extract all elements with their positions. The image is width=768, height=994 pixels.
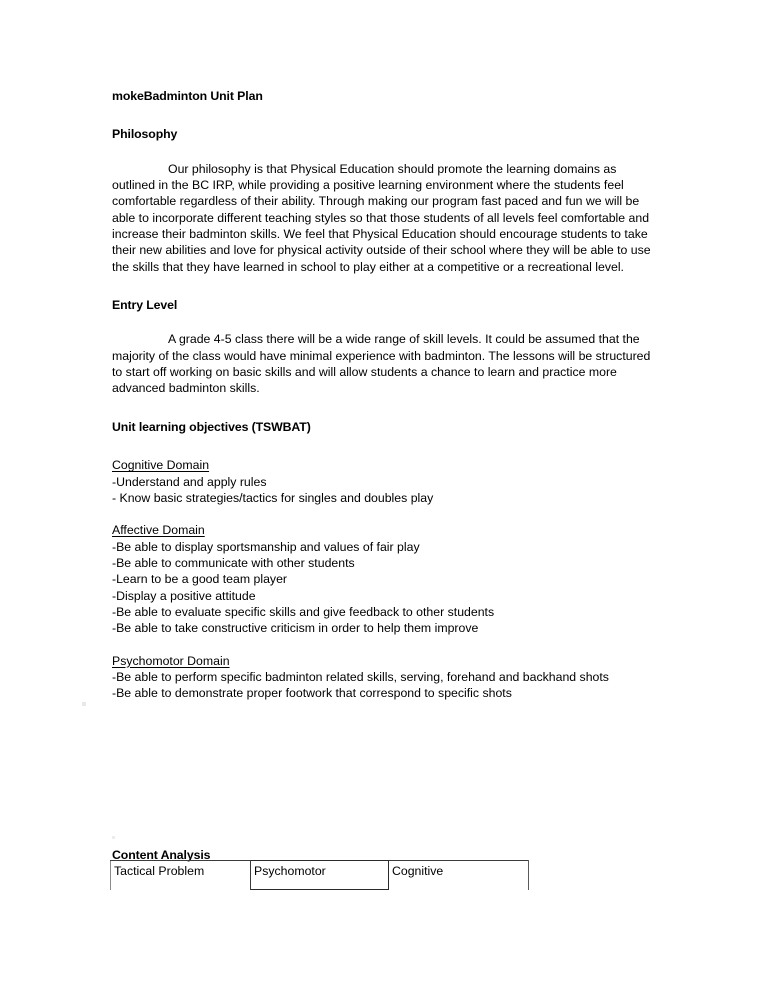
page-title: mokeBadminton Unit Plan [112, 89, 263, 103]
spacer [112, 637, 657, 653]
blank-region [112, 702, 657, 812]
philosophy-paragraph: Our philosophy is that Physical Education should promote the learning domains as outlined in the BC IRP, while providing a positive learning environment where the students feel comfortable regardless of their ability. Through making our program fast paced and fun we will be able to incorporate different teaching styles so that those students of all levels feel comfortable and increase their badminton skills. We feel that Physical Education should encourage students to take their new abilities and love for physical activity outside of their school where they will be able to use the skills that they have learned in school to play either at a competitive or a recreational level. [112, 161, 651, 274]
content-analysis-table-wrap [110, 860, 530, 890]
domain-title-affective: Affective Domain [112, 523, 205, 538]
domain-block-affective [112, 522, 657, 636]
domain-item: -Understand and apply rules [112, 474, 267, 489]
spacer [112, 812, 657, 847]
domain-block-psychomotor [112, 653, 657, 702]
domain-item: -Be able to communicate with other students [112, 555, 355, 570]
document-body [112, 88, 657, 863]
spacer [112, 441, 657, 457]
domain-block-cognitive [112, 457, 657, 506]
spacer [112, 319, 657, 331]
domain-item: -Be able to take constructive criticism in order to help them improve [112, 621, 479, 636]
table-header-tactical-problem: Tactical Problem [111, 861, 251, 890]
spacer [112, 397, 657, 419]
domain-item: - Know basic strategies/tactics for singles and doubles play [112, 490, 434, 505]
domain-item: -Learn to be a good team player [112, 572, 288, 587]
entry-level-paragraph: A grade 4-5 class there will be a wide range of skill levels. It could be assumed that the majority of the class would have minimal experience with badminton. The lessons will be structured to start off working on basic skills and will allow students a chance to learn and practice more advanced badminton skills. [112, 332, 651, 396]
spacer [112, 275, 657, 297]
section-heading-content-analysis: Content Analysis [112, 847, 211, 862]
domain-title-cognitive: Cognitive Domain [112, 458, 210, 473]
spacer [112, 506, 657, 522]
section-heading-entry-level: Entry Level [112, 298, 178, 313]
table-row [111, 861, 529, 890]
domain-item: -Be able to evaluate specific skills and give feedback to other students [112, 604, 495, 619]
content-analysis-table [110, 860, 529, 890]
domain-item: -Be able to perform specific badminton related skills, serving, forehand and backhand shots [112, 669, 609, 684]
section-heading-unit-objectives: Unit learning objectives (TSWBAT) [112, 419, 311, 434]
scan-artifact [112, 836, 115, 839]
domain-item: -Display a positive attitude [112, 588, 256, 603]
scan-artifact [82, 702, 86, 706]
domain-item: -Be able to display sportsmanship and values of fair play [112, 539, 420, 554]
table-header-cognitive: Cognitive [389, 861, 529, 890]
domain-item: -Be able to demonstrate proper footwork that correspond to specific shots [112, 686, 512, 701]
spacer [112, 149, 657, 161]
table-header-psychomotor: Psychomotor [251, 861, 389, 890]
section-heading-philosophy: Philosophy [112, 127, 178, 142]
domain-title-psychomotor: Psychomotor Domain [112, 653, 230, 668]
